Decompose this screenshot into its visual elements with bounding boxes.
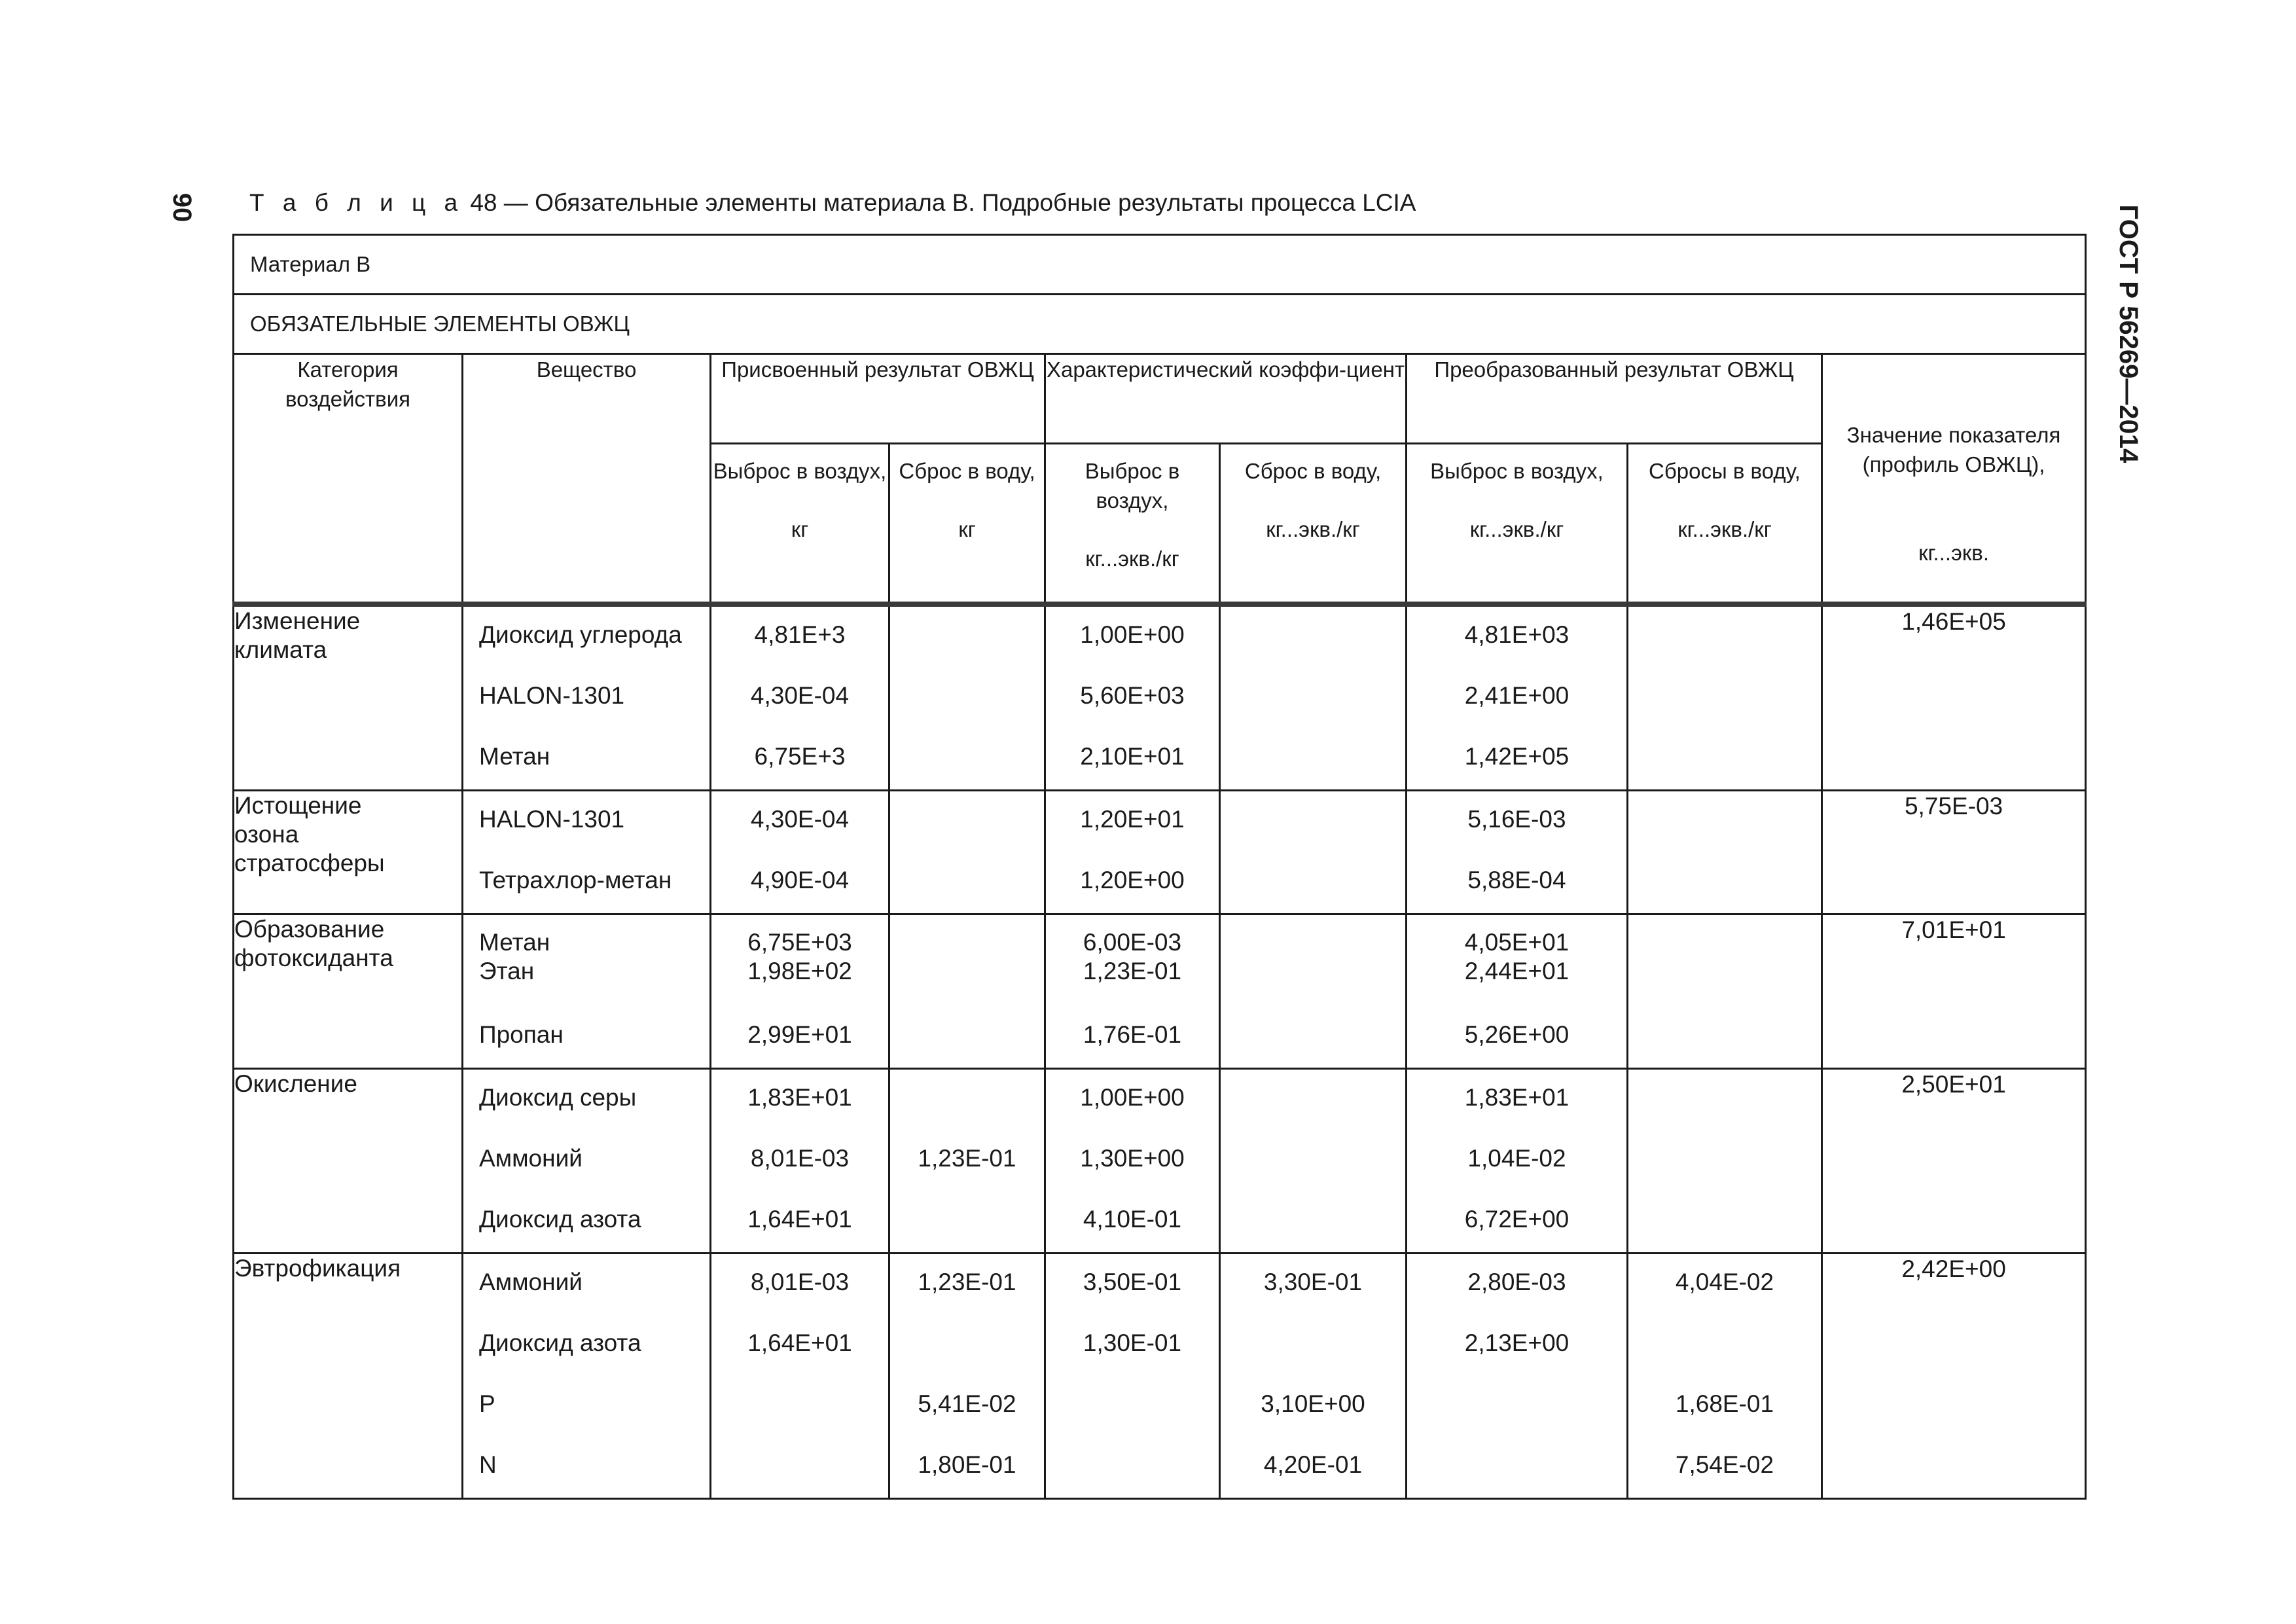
category-group-row	[234, 914, 2086, 1069]
category-group-row	[234, 791, 2086, 914]
category-label: Истощение	[234, 792, 362, 819]
value	[1221, 607, 1405, 668]
subheader-converted-water	[1628, 444, 1822, 605]
value	[1221, 1315, 1405, 1376]
value: 3,10E+00	[1261, 1390, 1365, 1417]
value: 4,30E-04	[750, 682, 850, 709]
subheader-unit: кг...экв./кг	[1677, 517, 1772, 541]
value-cell-c-air	[1407, 914, 1628, 1069]
value: 5,60E+03	[1080, 682, 1185, 709]
value-part: 6,75E+03	[747, 929, 852, 956]
table-caption	[249, 187, 1416, 219]
value	[711, 1437, 888, 1498]
indicator-value: 5,75E-03	[1822, 791, 2086, 914]
category-label: стратосферы	[234, 850, 385, 876]
value	[1628, 791, 1821, 852]
category-cell	[234, 914, 463, 1069]
value	[1221, 791, 1405, 852]
subheader-label: Выброс в воздух,	[1085, 459, 1180, 513]
value: 1,23E-01	[918, 1145, 1016, 1172]
value-cell-a-air	[711, 1254, 889, 1499]
value	[1628, 1315, 1821, 1376]
value-cell-a-air	[711, 604, 889, 791]
category-cell	[234, 1069, 463, 1254]
lcia-results-table	[232, 234, 2087, 1500]
value: 1,30E+00	[1080, 1145, 1185, 1172]
value: 3,30E-01	[1263, 1269, 1363, 1295]
caption-label: Т а б л и ц а	[249, 189, 464, 216]
category-label: фотоксиданта	[234, 945, 393, 971]
value: 1,23E-01	[918, 1269, 1016, 1295]
value: 5,16E-03	[1467, 806, 1566, 833]
subheader-assigned-air	[711, 444, 889, 605]
value-cell-c-water	[1628, 1069, 1822, 1254]
value: 2,10E+01	[1080, 743, 1185, 770]
value	[1628, 607, 1821, 668]
value	[1628, 1007, 1821, 1068]
substance-cell	[463, 604, 711, 791]
value-cell-k-water	[1220, 791, 1407, 914]
value-cell-c-water	[1628, 791, 1822, 914]
substance-name: Аммоний	[479, 1145, 583, 1172]
category-cell	[234, 604, 463, 791]
category-label: Образование	[234, 916, 385, 943]
value: 1,64E+01	[747, 1329, 852, 1356]
value	[1407, 915, 1626, 1007]
value	[1221, 852, 1405, 913]
value	[1046, 1376, 1219, 1437]
value	[1221, 1191, 1405, 1252]
subheader-label: Сброс в воду,	[1244, 459, 1382, 483]
subheader-unit: кг	[791, 517, 809, 541]
substance-cell	[463, 914, 711, 1069]
value-cell-c-air	[1407, 1069, 1628, 1254]
value-cell-k-water	[1220, 1069, 1407, 1254]
substance-name: Метан	[479, 743, 550, 770]
substance-name: Тетрахлор-метан	[479, 867, 672, 893]
value: 1,76E-01	[1083, 1021, 1182, 1048]
category-label: Окисление	[234, 1070, 357, 1097]
value-cell-a-air	[711, 1069, 889, 1254]
indicator-value: 2,50E+01	[1822, 1069, 2086, 1254]
value	[890, 1191, 1044, 1252]
subheader-unit: кг...экв./кг	[1266, 517, 1360, 541]
header-coefficient: Характеристический коэффи-циент	[1045, 354, 1407, 444]
value	[1221, 1130, 1405, 1191]
value: 4,04E-02	[1675, 1269, 1774, 1295]
value	[890, 1315, 1044, 1376]
category-cell	[234, 791, 463, 914]
value	[890, 915, 1044, 1007]
value: 1,00E+00	[1080, 621, 1185, 648]
value	[1046, 1437, 1219, 1498]
category-group-row	[234, 1069, 2086, 1254]
value: 5,41E-02	[918, 1390, 1016, 1417]
value-cell-c-air	[1407, 604, 1628, 791]
value-cell-k-air	[1045, 604, 1220, 791]
value	[890, 607, 1044, 668]
category-label: Изменение	[234, 607, 361, 634]
substance-line	[463, 915, 709, 1007]
substance-name: Аммоний	[479, 1269, 583, 1295]
subheader-coefficient-air	[1045, 444, 1220, 605]
header-substance: Вещество	[463, 354, 711, 605]
value-cell-k-air	[1045, 914, 1220, 1069]
value	[711, 915, 888, 1007]
value-cell-a-water	[889, 1069, 1045, 1254]
value-part: 6,00E-03	[1083, 929, 1182, 956]
value	[890, 791, 1044, 852]
value-cell-c-water	[1628, 914, 1822, 1069]
category-label: озона	[234, 821, 299, 848]
value: 2,80E-03	[1467, 1269, 1566, 1295]
value	[1407, 1437, 1626, 1498]
value: 2,41E+00	[1464, 682, 1570, 709]
value: 5,26E+00	[1464, 1021, 1570, 1048]
header-indicator-unit: кг...экв.	[1918, 541, 1990, 565]
value-part: 1,98E+02	[747, 958, 852, 984]
value-cell-a-water	[889, 1254, 1045, 1499]
subheader-label: Сброс в воду,	[899, 459, 1035, 483]
value	[1628, 915, 1821, 1007]
value	[890, 1070, 1044, 1130]
value-cell-c-water	[1628, 1254, 1822, 1499]
header-converted: Преобразованный результат ОВЖЦ	[1407, 354, 1822, 444]
value	[1628, 852, 1821, 913]
value	[1221, 668, 1405, 729]
category-cell	[234, 1254, 463, 1499]
value: 1,83E+01	[1464, 1084, 1570, 1111]
subheader-unit: кг...экв./кг	[1469, 517, 1564, 541]
subheader-converted-air	[1407, 444, 1628, 605]
category-group-row	[234, 1254, 2086, 1499]
value: 8,01E-03	[750, 1269, 850, 1295]
substance-name: Пропан	[479, 1021, 564, 1048]
substance-name: Метан	[479, 929, 550, 956]
value: 1,80E-01	[918, 1451, 1016, 1478]
value-cell-a-water	[889, 604, 1045, 791]
value: 1,20E+01	[1080, 806, 1185, 833]
value	[1046, 915, 1219, 1007]
value	[1628, 1070, 1821, 1130]
header-assigned: Присвоенный результат ОВЖЦ	[711, 354, 1045, 444]
value-cell-k-water	[1220, 1254, 1407, 1499]
value: 4,81E+3	[754, 621, 846, 648]
substance-cell	[463, 1069, 711, 1254]
value	[890, 1007, 1044, 1068]
value-cell-k-air	[1045, 1254, 1220, 1499]
subheader-assigned-water	[889, 444, 1045, 605]
substance-name: Диоксид серы	[479, 1084, 637, 1111]
category-label: Эвтрофикация	[234, 1255, 401, 1282]
subheader-label: Выброс в воздух,	[1430, 459, 1604, 483]
value: 1,04E-02	[1467, 1145, 1566, 1172]
subheader-label: Сбросы в воду,	[1649, 459, 1801, 483]
substance-name: Диоксид азота	[479, 1329, 641, 1356]
value: 2,99E+01	[747, 1021, 852, 1048]
value: 2,13E+00	[1464, 1329, 1570, 1356]
indicator-value: 1,46E+05	[1822, 604, 2086, 791]
value: 1,68E-01	[1675, 1390, 1774, 1417]
value-cell-a-water	[889, 914, 1045, 1069]
subheader-unit: кг	[958, 517, 976, 541]
value: 7,54E-02	[1675, 1451, 1774, 1478]
value: 6,75E+3	[754, 743, 846, 770]
value: 4,20E-01	[1263, 1451, 1363, 1478]
category-group-row	[234, 604, 2086, 791]
substance-name: Диоксид азота	[479, 1206, 641, 1233]
value-cell-k-water	[1220, 914, 1407, 1069]
category-label: климата	[234, 636, 327, 663]
header-indicator	[1822, 354, 2086, 605]
section-row: ОБЯЗАТЕЛЬНЫЕ ЭЛЕМЕНТЫ ОВЖЦ	[234, 295, 2086, 354]
value-cell-a-air	[711, 791, 889, 914]
value-cell-k-air	[1045, 1069, 1220, 1254]
value-cell-a-water	[889, 791, 1045, 914]
value-part: 4,05E+01	[1464, 929, 1570, 956]
value	[890, 729, 1044, 789]
value-part: 1,23E-01	[1083, 958, 1182, 984]
value: 4,81E+03	[1464, 621, 1570, 648]
value: 1,20E+00	[1080, 867, 1185, 893]
subheader-label: Выброс в воздух,	[713, 459, 887, 483]
value	[1628, 729, 1821, 789]
value	[711, 1376, 888, 1437]
material-row: Материал В	[234, 235, 2086, 295]
value: 1,30E-01	[1083, 1329, 1182, 1356]
value: 3,50E-01	[1083, 1269, 1182, 1295]
substance-cell	[463, 791, 711, 914]
value	[1628, 1191, 1821, 1252]
caption-text: 48 — Обязательные элементы материала В. Подробные результаты процесса LCIA	[470, 189, 1416, 216]
value	[1221, 915, 1405, 1007]
value	[1221, 1007, 1405, 1068]
indicator-value: 2,42E+00	[1822, 1254, 2086, 1499]
value: 1,00E+00	[1080, 1084, 1185, 1111]
standard-designation: ГОСТ Р 56269—2014	[2114, 204, 2143, 463]
subheader-coefficient-water	[1220, 444, 1407, 605]
indicator-value: 7,01E+01	[1822, 914, 2086, 1069]
value: 1,83E+01	[747, 1084, 852, 1111]
header-indicator-label: Значение показателя (профиль ОВЖЦ),	[1846, 423, 2061, 477]
value-cell-k-water	[1220, 604, 1407, 791]
value-cell-a-air	[711, 914, 889, 1069]
value: 8,01E-03	[750, 1145, 850, 1172]
substance-name: Этан	[479, 958, 535, 984]
value	[1628, 668, 1821, 729]
header-category: Категория воздействия	[234, 354, 463, 605]
value: 4,90E-04	[750, 867, 850, 893]
value: 6,72E+00	[1464, 1206, 1570, 1233]
value-cell-c-air	[1407, 1254, 1628, 1499]
subheader-unit: кг...экв./кг	[1085, 547, 1179, 571]
substance-cell	[463, 1254, 711, 1499]
substance-name: HALON-1301	[479, 806, 625, 833]
value	[890, 852, 1044, 913]
value-cell-c-water	[1628, 604, 1822, 791]
substance-name: N	[479, 1451, 497, 1478]
value	[1221, 1070, 1405, 1130]
substance-name: P	[479, 1390, 495, 1417]
value-cell-c-air	[1407, 791, 1628, 914]
value: 1,64E+01	[747, 1206, 852, 1233]
substance-name: Диоксид углерода	[479, 621, 682, 648]
value: 5,88E-04	[1467, 867, 1566, 893]
substance-name: HALON-1301	[479, 682, 625, 709]
page-number: 90	[168, 192, 196, 223]
value-part: 2,44E+01	[1464, 958, 1570, 984]
value: 4,10E-01	[1083, 1206, 1182, 1233]
value	[1221, 729, 1405, 789]
value	[890, 668, 1044, 729]
value: 4,30E-04	[750, 806, 850, 833]
value-cell-k-air	[1045, 791, 1220, 914]
value	[1628, 1130, 1821, 1191]
value	[1407, 1376, 1626, 1437]
value: 1,42E+05	[1464, 743, 1570, 770]
